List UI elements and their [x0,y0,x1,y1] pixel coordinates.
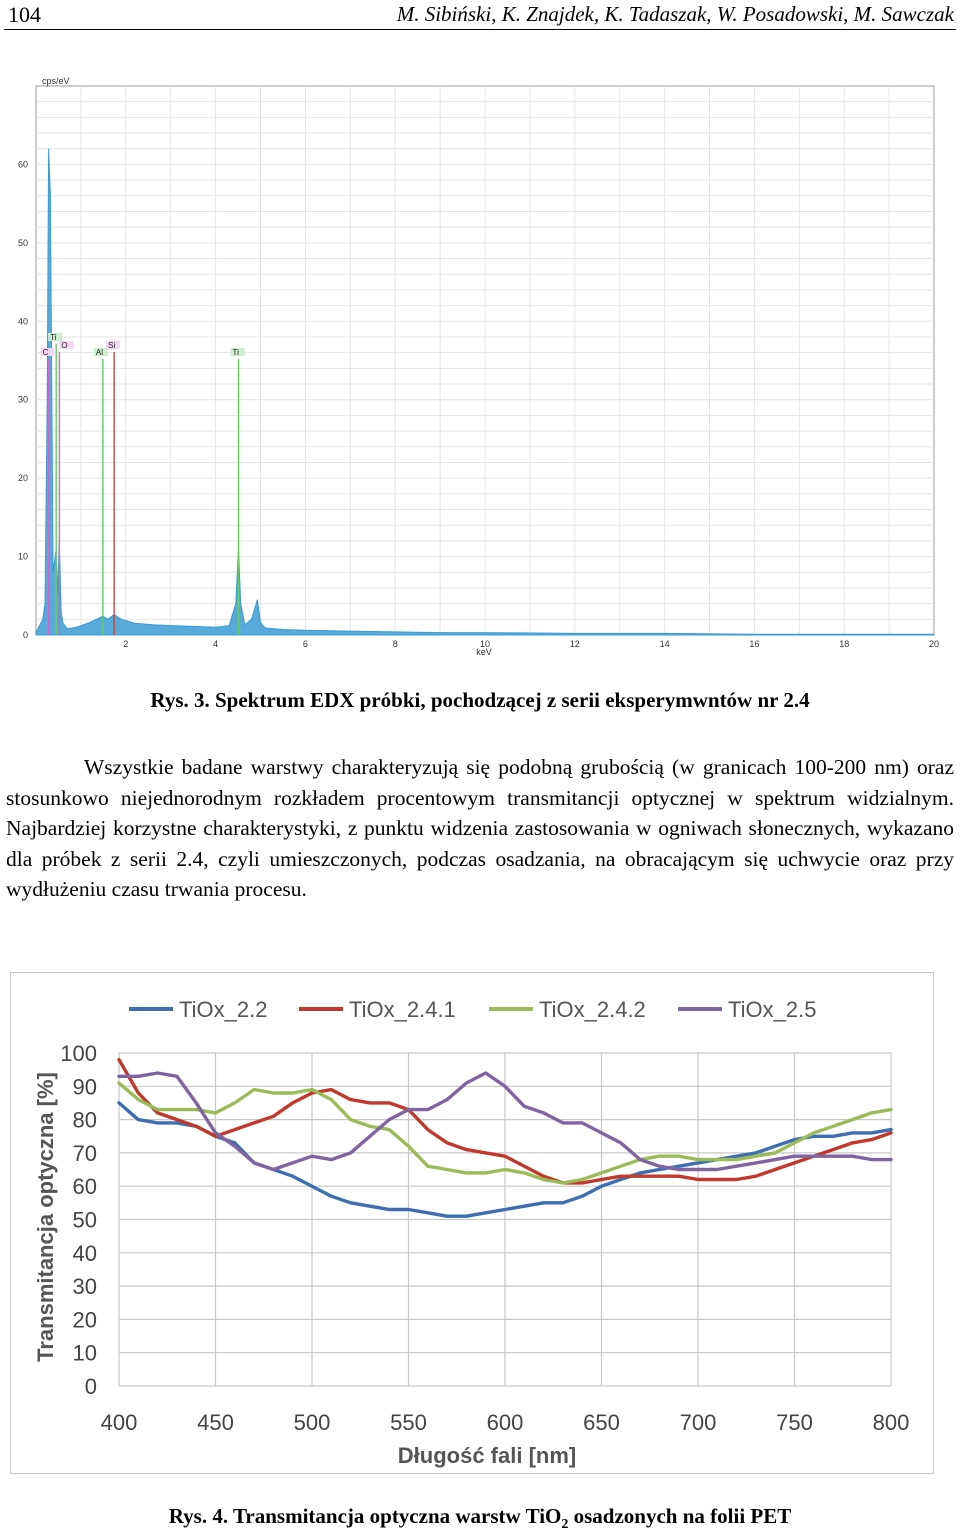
edx-x-tick-label: 2 [123,639,129,649]
body-paragraph [6,752,954,905]
edx-y-tick-label: 40 [17,316,28,327]
edx-x-tick-label: 4 [213,639,219,649]
edx-y-tick-label: 50 [17,237,28,248]
transmittance-y-tick-label: 90 [72,1074,97,1100]
transmittance-x-tick-label: 600 [486,1410,524,1435]
edx-x-tick-label: 6 [302,639,308,649]
edx-y-tick-label: 0 [22,630,28,640]
figure-4-caption-suffix: osadzonych na folii PET [568,1504,792,1528]
edx-y-tick-label: 30 [17,394,28,405]
edx-peak-label: Al [95,348,104,357]
transmittance-x-tick-label: 450 [197,1410,234,1435]
transmittance-y-tick-label: 50 [72,1207,97,1233]
edx-y-tick-label: 20 [17,473,28,484]
transmittance-y-tick-label: 20 [72,1307,97,1333]
edx-y-tick-label: 60 [17,159,28,170]
figure-4-caption-subscript: 2 [561,1517,569,1533]
transmittance-x-axis-label: Długość fali [nm] [397,1443,577,1468]
edx-x-tick-label: 10 [479,639,491,649]
transmittance-legend-label: TiOx_2.4.2 [539,997,646,1022]
edx-x-tick-label: 18 [839,639,850,649]
paragraph-text: Wszystkie badane warstwy charakteryzują się podobną grubością (w granicach 100-200 nm) oraz stosunkowo niejednorodnym rozkładem procentowym transmitancji optycznej w spektrum widzialnym. Najbardziej korzystne charakterystyki, z punktu widzenia zastosowania w ogniwach słonecznych, wykazano dla próbek z serii 2.4, czyli umieszczonych, podczas osadzania, na obracającym się uchwycie oraz przy wydłużeniu czasu trwania procesu. [6,755,954,901]
transmittance-legend-label: TiOx_2.5 [728,997,817,1022]
transmittance-x-tick-label: 800 [872,1410,910,1435]
transmittance-y-tick-label: 100 [60,1041,97,1066]
edx-x-tick-label: 8 [392,639,398,649]
edx-peak-label: Ti [232,348,239,357]
edx-x-tick-label: 16 [749,639,760,649]
figure-4-caption-prefix: Rys. 4. Transmitancja optyczna warstw TiO [168,1504,562,1528]
transmittance-legend-label: TiOx_2.2 [179,997,268,1022]
transmittance-y-tick-label: 30 [72,1274,97,1300]
edx-x-tick-label: 14 [659,639,670,649]
header-rule [4,29,956,30]
transmittance-x-tick-label: 700 [679,1410,717,1435]
edx-x-axis-label: keV [476,647,492,657]
transmittance-y-tick-label: 10 [72,1340,97,1366]
transmittance-x-tick-label: 650 [583,1410,620,1435]
transmittance-x-tick-label: 500 [293,1410,331,1435]
figure-3-caption: Rys. 3. Spektrum EDX próbki, pochodzącej z serii eksperymwntów nr 2.4 [150,688,810,712]
running-header [0,0,960,32]
edx-peak-label: Ti [50,333,57,342]
transmittance-x-tick-label: 750 [776,1410,813,1435]
transmittance-y-axis-label: Transmitancja optyczna [%] [33,1072,58,1362]
transmittance-figure [10,972,934,1474]
edx-peak-label: O [61,341,68,350]
page-number: 104 [8,2,41,27]
edx-x-tick-label: 20 [928,639,940,649]
authors-line: M. Sibiński, K. Znajdek, K. Tadaszak, W. Posadowski, M. Sawczak [396,2,954,26]
transmittance-y-tick-label: 80 [72,1107,97,1133]
transmittance-y-tick-label: 40 [72,1240,97,1266]
edx-y-tick-label: 10 [17,551,28,562]
transmittance-y-tick-label: 70 [72,1140,97,1166]
edx-peak-label: C [42,348,49,357]
transmittance-x-tick-label: 400 [100,1410,138,1435]
edx-y-axis-label: cps/eV [42,76,70,86]
transmittance-chart [11,973,933,1473]
transmittance-y-tick-label: 60 [72,1174,97,1200]
edx-x-tick-label: 12 [569,639,580,649]
transmittance-y-tick-label: 0 [84,1374,97,1399]
edx-peak-label: Si [108,341,116,350]
edx-spectrum-figure [8,72,948,662]
edx-spectrum-chart [8,72,948,662]
transmittance-legend-label: TiOx_2.4.1 [349,997,456,1022]
figure-4-caption [0,1504,960,1533]
transmittance-x-tick-label: 550 [390,1410,427,1435]
